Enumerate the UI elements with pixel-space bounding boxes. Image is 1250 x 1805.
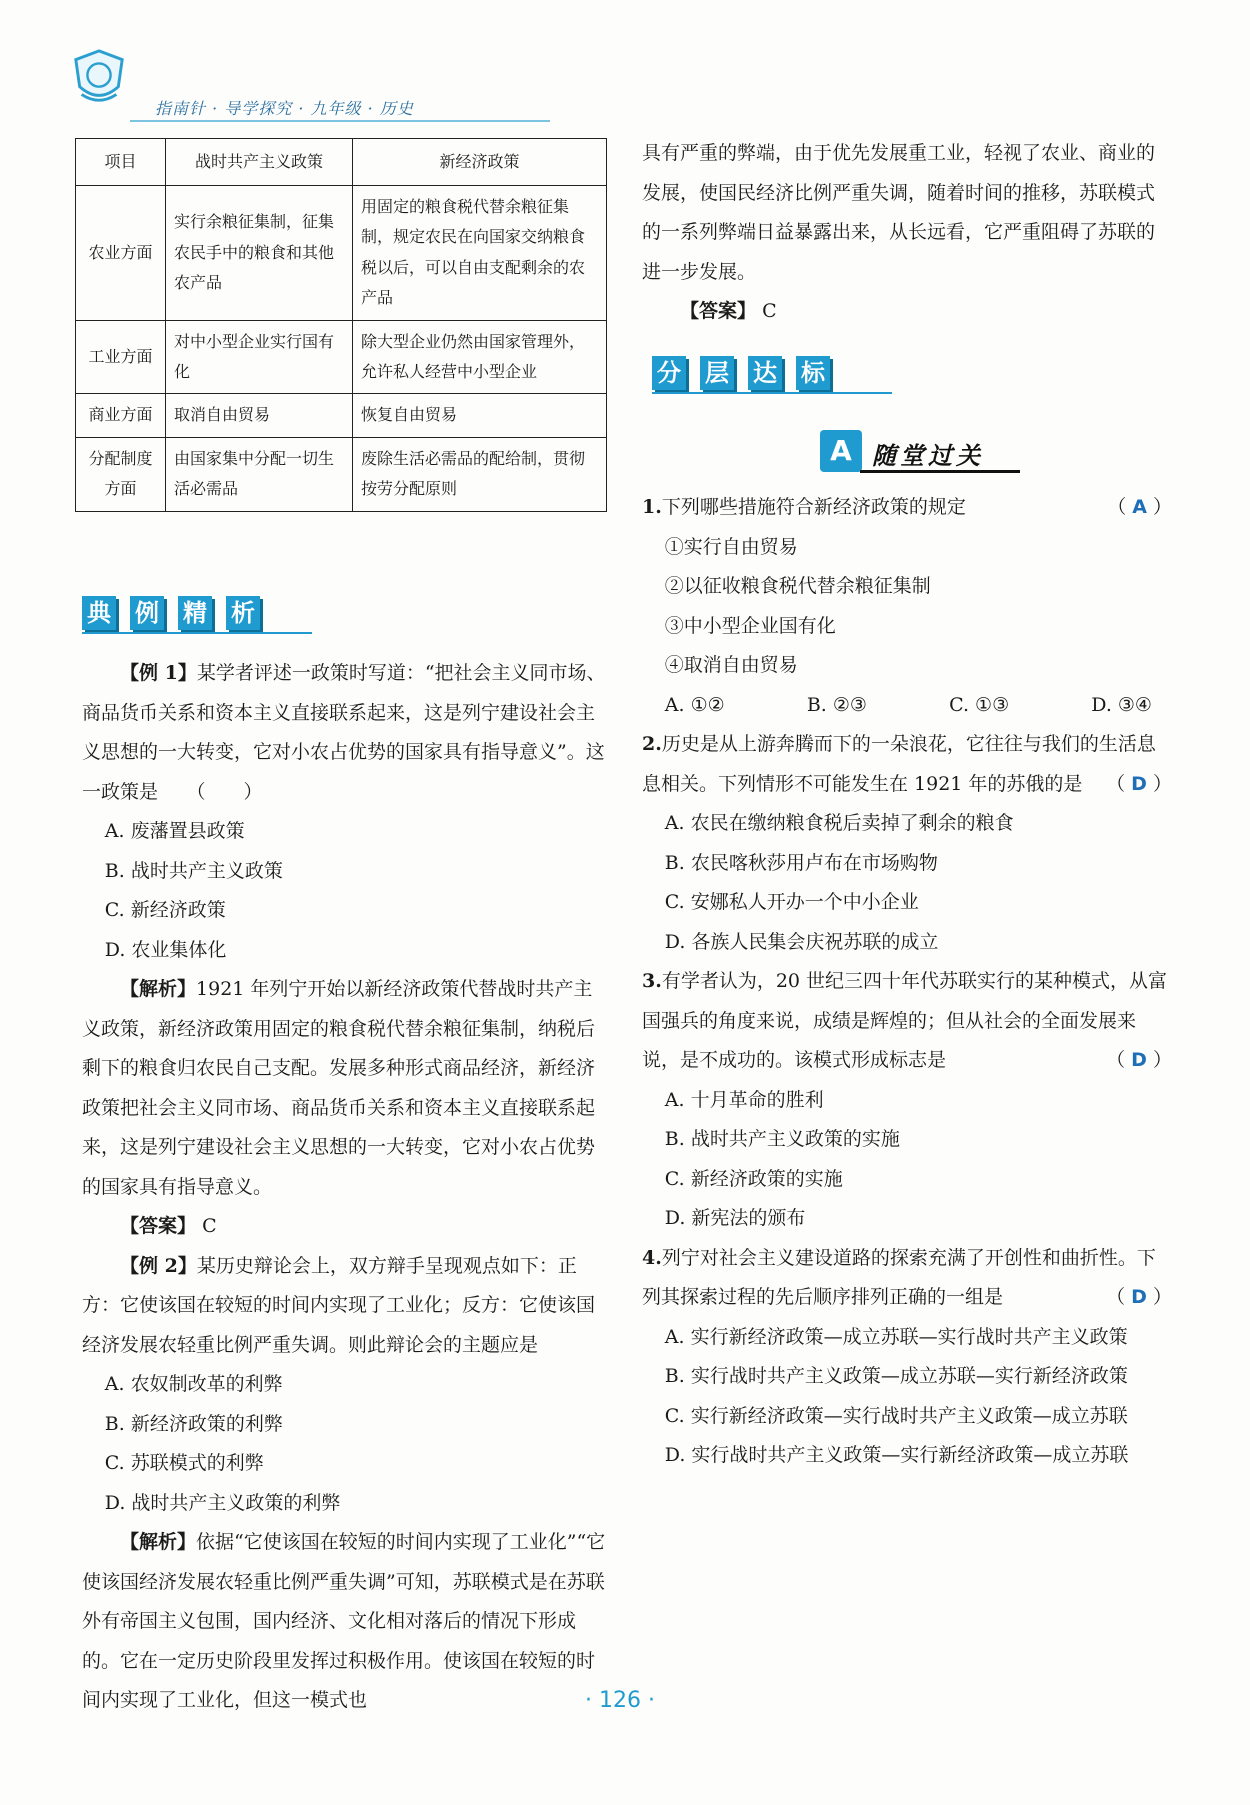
table-cell: 恢复自由贸易 [353, 394, 607, 437]
option: D. 战时共产主义政策的利弊 [104, 1491, 341, 1514]
table-row [76, 437, 607, 511]
option: B. 实行战时共产主义政策—成立苏联—实行新经济政策 [664, 1365, 1128, 1387]
example1-options [82, 812, 610, 970]
option: D. 农业集体化 [104, 938, 227, 961]
statement: ③中小型企业国有化 [664, 614, 836, 637]
example2-analysis [82, 1523, 610, 1721]
question-answer: D [1131, 1286, 1147, 1308]
question-answer: D [1131, 1049, 1147, 1071]
table-cell: 取消自由贸易 [166, 394, 353, 437]
question-stem: 列宁对社会主义建设道路的探索充满了开创性和曲折性。下列其探索过程的先后顺序排列正确的一组是 [642, 1246, 1156, 1308]
statement: ②以征收粮食税代替余粮征集制 [664, 575, 931, 597]
table-header: 战时共产主义政策 [166, 139, 353, 186]
analysis-continued: 具有严重的弊端，由于优先发展重工业，轻视了农业、商业的发展，使国民经济比例严重失调，随着时间的推移，苏联模式的一系列弊端日益暴露出来，从长远看，它严重阻碍了苏联的进一步发展。 [642, 142, 1156, 283]
level-badge: A [820, 430, 862, 472]
table-header: 新经济政策 [353, 139, 607, 186]
example1 [82, 654, 610, 812]
question-4: 4.列宁对社会主义建设道路的探索充满了开创性和曲折性。下列其探索过程的先后顺序排列正确的一组是 （ D ） [642, 1246, 1172, 1308]
question-stem: 下列哪些措施符合新经济政策的规定 [661, 496, 966, 518]
example-stem: 某学者评述一政策时写道：“把社会主义同市场、商品货币关系和资本主义直接联系起来，这是列宁建设社会主义思想的一大转变，它对小农占优势的国家具有指导意义”。这一政策是 （ ） [82, 662, 606, 803]
table-cell: 工业方面 [76, 320, 166, 394]
statement: ①实行自由贸易 [664, 535, 798, 558]
question-number: 2. [642, 733, 662, 755]
option: A. ①② [664, 693, 725, 716]
right-column-top [642, 134, 1172, 332]
option: C. 苏联模式的利弊 [104, 1452, 264, 1474]
q1-options [642, 686, 1172, 726]
question-2: 2.历史是从上游奔腾而下的一朵浪花，它往往与我们的生活息息相关。下列情形不可能发生在 1921 年的苏俄的是 （ D ） [642, 733, 1172, 795]
subsection-title: 随堂过关 [872, 441, 984, 470]
analysis-label: 【解析】 [120, 1531, 197, 1553]
subsection-banner [820, 430, 1020, 472]
option: D. ③④ [1091, 693, 1152, 716]
section-banner-layered [652, 356, 892, 392]
questions [642, 488, 1172, 1476]
left-column [82, 654, 610, 1721]
option: C. 新经济政策的实施 [664, 1167, 843, 1190]
answer-label: 【答案】 [120, 1215, 197, 1237]
question-answer: D [1131, 772, 1147, 795]
question-3: 3.有学者认为，20 世纪三四十年代苏联实行的某种模式，从富国强兵的角度来说，成绩是辉煌的；但从社会的全面发展来说，是不成功的。该模式形成标志是 （ D ） [642, 970, 1172, 1071]
question-number: 4. [642, 1246, 662, 1269]
example2 [82, 1247, 610, 1366]
example-label: 【例 1】 [120, 662, 197, 684]
option: A. 十月革命的胜利 [664, 1088, 824, 1111]
table-header-row [76, 139, 607, 186]
banner-char: 标 [796, 356, 830, 390]
page-header [60, 40, 520, 130]
banner-char: 精 [178, 596, 212, 630]
table-row [76, 186, 607, 321]
shield-logo-icon [70, 48, 128, 106]
banner-rule [82, 632, 312, 634]
answer-value: C [762, 300, 777, 322]
subsection-rule [860, 470, 1020, 473]
table-row [76, 320, 607, 394]
analysis-text: 依据“它使该国在较短的时间内实现了工业化”“它使该国经济发展农轻重比例严重失调”可知，苏联模式是在苏联外有帝国主义包围，国内经济、文化相对落后的情况下形成的。它在一定历史阶段里发挥过积极作用。使该国在较短的时间内实现了工业化，但这一模式也 [82, 1531, 606, 1711]
option: B. 农民喀秋莎用卢布在市场购物 [664, 851, 938, 874]
option: C. ①③ [949, 693, 1010, 716]
table-row [76, 394, 607, 437]
table-cell: 除大型企业仍然由国家管理外，允许私人经营中小型企业 [353, 320, 607, 394]
table-cell: 用固定的粮食税代替余粮征集制，规定农民在向国家交纳粮食税以后，可以自由支配剩余的农产品 [353, 186, 607, 321]
table-header: 项目 [76, 139, 166, 186]
example2-answer [642, 292, 1172, 332]
banner-char: 层 [700, 356, 734, 390]
analysis-label: 【解析】 [120, 978, 197, 1000]
option: A. 实行新经济政策—成立苏联—实行战时共产主义政策 [664, 1325, 1128, 1348]
banner-char: 达 [748, 356, 782, 390]
question-stem: 有学者认为，20 世纪三四十年代苏联实行的某种模式，从富国强兵的角度来说，成绩是辉煌的；但从社会的全面发展来说，是不成功的。该模式形成标志是 [642, 970, 1168, 1071]
option: A. 农奴制改革的利弊 [104, 1373, 283, 1395]
banner-char: 析 [226, 596, 260, 630]
series-title: 指南针 · 导学探究 · 九年级 · 历史 [155, 99, 414, 118]
statement: ④取消自由贸易 [664, 654, 798, 676]
banner-char: 典 [82, 596, 116, 630]
table-cell: 由国家集中分配一切生活必需品 [166, 437, 353, 511]
question-number: 1. [642, 496, 662, 518]
option: B. 新经济政策的利弊 [104, 1412, 283, 1435]
example1-answer [82, 1207, 610, 1247]
table-cell: 废除生活必需品的配给制，贯彻按劳分配原则 [353, 437, 607, 511]
table-cell: 商业方面 [76, 394, 166, 437]
option: B. 战时共产主义政策的实施 [664, 1128, 900, 1150]
header-rule [130, 120, 550, 122]
analysis-text: 1921 年列宁开始以新经济政策代替战时共产主义政策，新经济政策用固定的粮食税代替余粮征集制，纳税后剩下的粮食归农民自己支配。发展多种形式商品经济，新经济政策把社会主义同市场、商品货币关系和资本主义直接联系起来，这是列宁建设社会主义思想的一大转变，它对小农占优势的国家具有指导意义。 [82, 978, 596, 1198]
example-stem: 某历史辩论会上，双方辩手呈现观点如下：正方：它使该国在较短的时间内实现了工业化；反方：它使该国经济发展农轻重比例严重失调。则此辩论会的主题应是 [82, 1254, 596, 1356]
option: A. 农民在缴纳粮食税后卖掉了剩余的粮食 [664, 812, 1014, 834]
question-1: 1.下列哪些措施符合新经济政策的规定 （ A ） [642, 496, 1172, 518]
banner-char: 例 [130, 596, 164, 630]
table-cell: 分配制度方面 [76, 437, 166, 511]
banner-char: 分 [652, 356, 686, 390]
question-stem: 历史是从上游奔腾而下的一朵浪花，它往往与我们的生活息息相关。下列情形不可能发生在 1921 年的苏俄的是 [642, 733, 1156, 795]
example-label: 【例 2】 [120, 1254, 197, 1277]
option: C. 安娜私人开办一个中小企业 [664, 891, 919, 913]
answer-label: 【答案】 [680, 300, 757, 322]
table-cell: 农业方面 [76, 186, 166, 321]
example1-analysis [82, 970, 610, 1207]
option: D. 新宪法的颁布 [664, 1207, 806, 1229]
option: B. ②③ [806, 693, 867, 716]
banner-rule [652, 392, 892, 394]
policy-comparison-table [75, 138, 607, 512]
table-cell: 实行余粮征集制，征集农民手中的粮食和其他农产品 [166, 186, 353, 321]
option: C. 新经济政策 [104, 899, 226, 921]
question-number: 3. [642, 970, 662, 992]
table-cell: 对中小型企业实行国有化 [166, 320, 353, 394]
option: C. 实行新经济政策—实行战时共产主义政策—成立苏联 [664, 1404, 1128, 1427]
section-banner-examples [82, 596, 312, 632]
page-number: · 126 · [585, 1688, 655, 1713]
option: B. 战时共产主义政策 [104, 859, 283, 882]
answer-value: C [202, 1215, 217, 1237]
option: A. 废藩置县政策 [104, 820, 245, 842]
question-answer: A [1132, 496, 1147, 518]
option: D. 实行战时共产主义政策—实行新经济政策—成立苏联 [664, 1444, 1129, 1466]
option: D. 各族人民集会庆祝苏联的成立 [664, 930, 939, 953]
